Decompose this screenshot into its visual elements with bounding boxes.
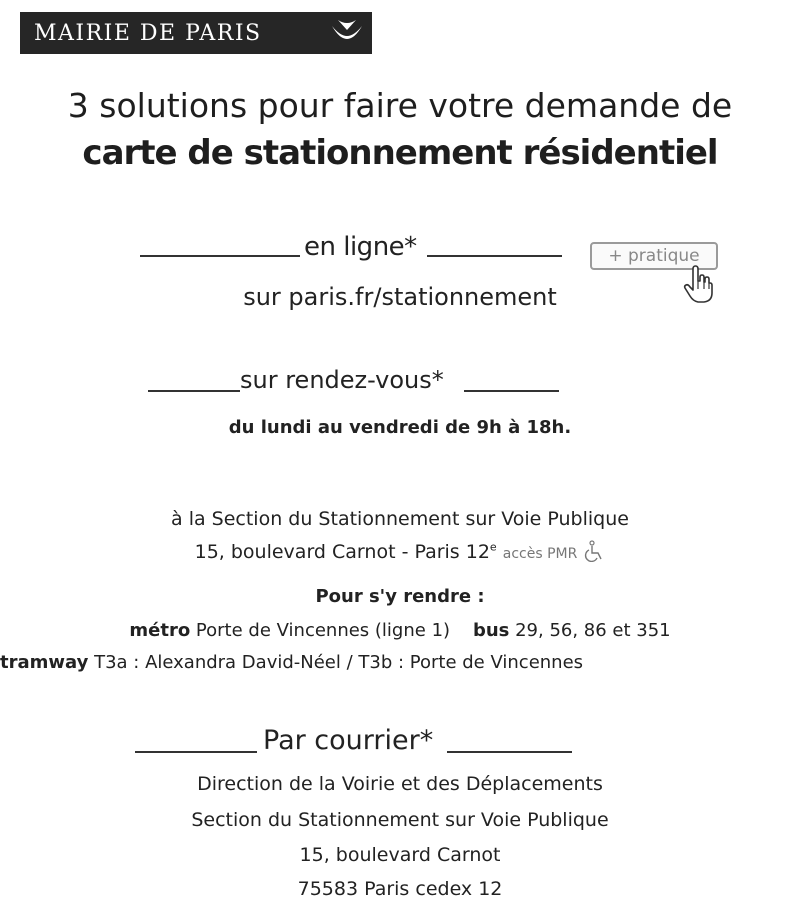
mail-address-line: Section du Stationnement sur Voie Publique	[191, 809, 609, 831]
address-line-2	[0, 540, 800, 563]
mail-heading: Par courrier*	[263, 725, 434, 756]
mairie-de-paris-logo	[20, 12, 372, 54]
page-title-line1: 3 solutions pour faire votre demande de	[67, 86, 733, 125]
heading-rule-right	[427, 255, 562, 257]
metro-text: Porte de Vincennes (ligne 1)	[195, 620, 451, 641]
bus-text: 29, 56, 86 et 351	[515, 620, 671, 641]
address-street: 15, boulevard Carnot - Paris 12	[194, 541, 490, 563]
opening-hours: du lundi au vendredi de 9h à 18h.	[228, 417, 572, 438]
online-heading-row	[140, 232, 562, 262]
heading-rule-left	[135, 751, 257, 753]
paris-ship-icon	[330, 18, 364, 48]
mail-heading-row	[135, 725, 572, 756]
mail-address-line: 15, boulevard Carnot	[299, 844, 501, 866]
directions-heading: Pour s'y rendre :	[315, 586, 485, 607]
tram-text: T3a : Alexandra David-Néel / T3b : Porte de Vincennes	[94, 652, 584, 673]
heading-rule-right	[464, 390, 559, 392]
heading-rule-left	[140, 255, 300, 257]
online-heading: en ligne*	[304, 232, 417, 262]
tram-label: tramway	[0, 652, 89, 673]
metro-label: métro	[129, 620, 191, 641]
online-url: sur paris.fr/stationnement	[243, 283, 557, 311]
appointment-heading: sur rendez-vous*	[240, 366, 444, 394]
pratique-badge[interactable]: + pratique	[590, 242, 718, 270]
arrondissement-suffix: e	[489, 540, 497, 554]
wheelchair-icon	[583, 540, 605, 562]
address-line-1: à la Section du Stationnement sur Voie Publique	[171, 508, 629, 530]
heading-rule-right	[447, 751, 572, 753]
page-title-line2: carte de stationnement résidentiel	[82, 133, 718, 173]
appointment-heading-row	[148, 366, 559, 394]
pmr-access: accès PMR	[502, 546, 578, 562]
heading-rule-left	[148, 390, 240, 392]
directions-tram	[0, 652, 583, 673]
directions-metro-bus	[0, 620, 800, 641]
mail-address-line: 75583 Paris cedex 12	[297, 878, 503, 900]
bus-label: bus	[472, 620, 510, 641]
mail-address-line: Direction de la Voirie et des Déplacements	[197, 773, 603, 795]
logo-text: MAIRIE DE PARIS	[34, 21, 262, 46]
